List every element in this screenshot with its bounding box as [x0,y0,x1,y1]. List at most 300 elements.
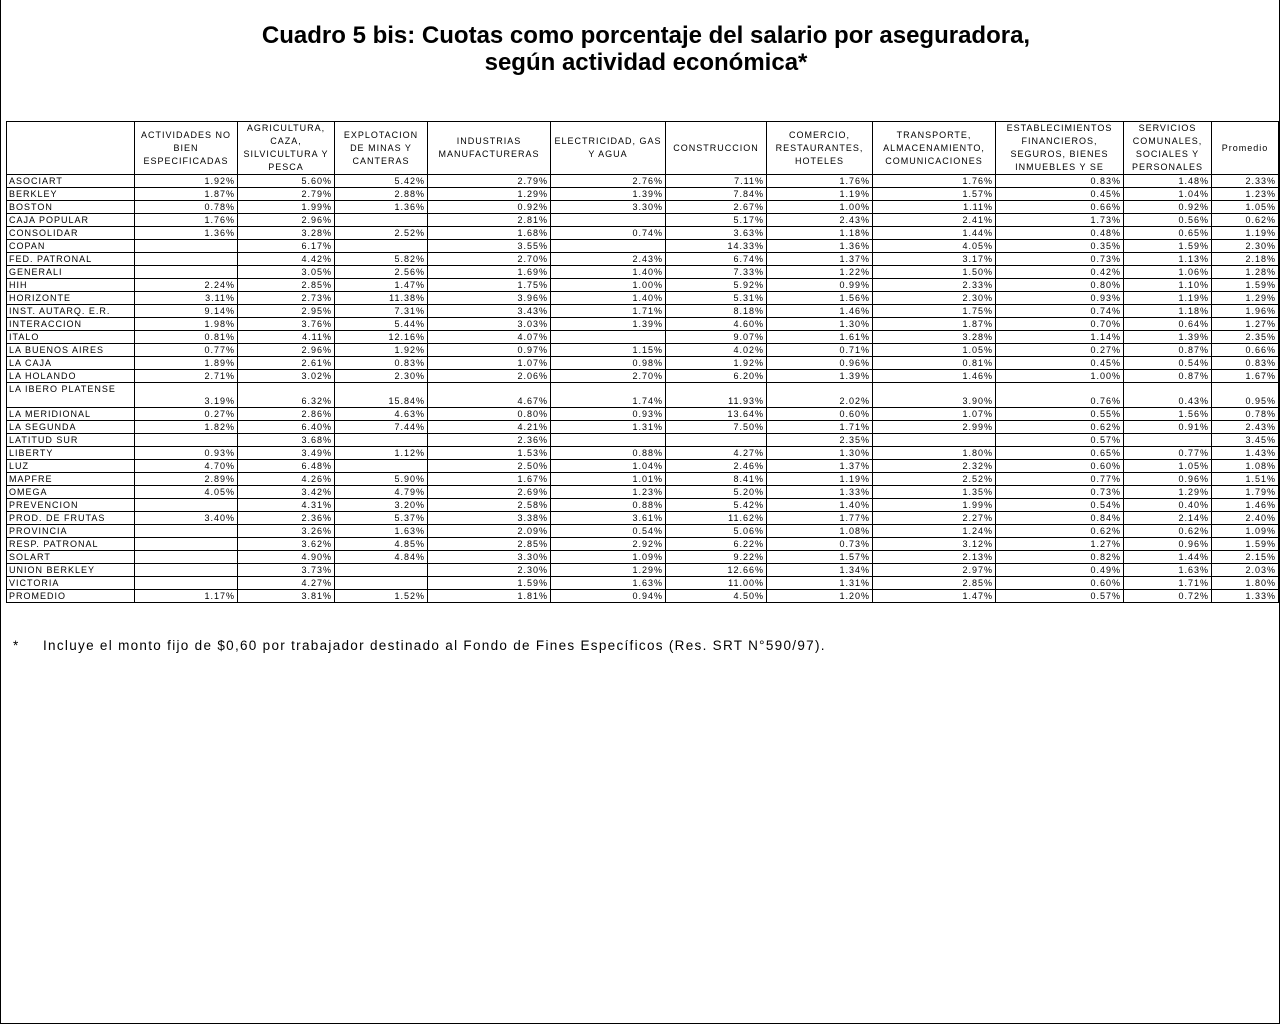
column-header: Promedio [1212,122,1279,175]
insurer-name-cell: LUZ [7,460,135,473]
value-cell: 6.20% [666,370,767,383]
value-cell [335,564,428,577]
value-cell: 1.99% [238,201,335,214]
value-cell: 2.30% [873,292,996,305]
value-cell: 0.62% [1124,525,1212,538]
table-row [7,473,1279,486]
value-cell: 1.57% [767,551,873,564]
value-cell: 0.60% [996,460,1124,473]
column-header: CONSTRUCCION [666,122,767,175]
value-cell: 1.46% [767,305,873,318]
value-cell: 0.87% [1124,370,1212,383]
insurer-name-cell: HORIZONTE [7,292,135,305]
value-cell: 1.87% [135,188,238,201]
value-cell: 1.29% [551,564,666,577]
value-cell: 0.80% [428,408,551,421]
value-cell: 0.81% [873,357,996,370]
value-cell: 1.76% [767,175,873,188]
value-cell: 0.91% [1124,421,1212,434]
value-cell: 0.81% [135,331,238,344]
value-cell: 0.77% [1124,447,1212,460]
table-row [7,344,1279,357]
value-cell: 0.35% [996,240,1124,253]
value-cell: 3.43% [428,305,551,318]
value-cell: 1.36% [135,227,238,240]
value-cell [335,460,428,473]
value-cell: 1.75% [428,279,551,292]
table-row [7,227,1279,240]
value-cell: 1.10% [1124,279,1212,292]
value-cell: 0.54% [996,499,1124,512]
column-header: ESTABLECIMIENTOS FINANCIEROS, SEGUROS, BIENES INMUEBLES Y SE [996,122,1124,175]
value-cell: 1.05% [1212,201,1279,214]
value-cell: 5.60% [238,175,335,188]
insurer-name-cell: LATITUD SUR [7,434,135,447]
table-row [7,538,1279,551]
value-cell [335,214,428,227]
value-cell: 8.41% [666,473,767,486]
value-cell [135,525,238,538]
value-cell: 1.47% [873,590,996,603]
value-cell [551,434,666,447]
table-row [7,486,1279,499]
value-cell: 1.98% [135,318,238,331]
column-header: SERVICIOS COMUNALES, SOCIALES Y PERSONALES [1124,122,1212,175]
value-cell: 5.42% [335,175,428,188]
value-cell: 1.13% [1124,253,1212,266]
value-cell: 2.85% [873,577,996,590]
value-cell: 2.52% [335,227,428,240]
value-cell: 0.62% [996,525,1124,538]
value-cell: 1.51% [1212,473,1279,486]
insurer-name-cell: PROVINCIA [7,525,135,538]
value-cell: 2.30% [1212,240,1279,253]
value-cell: 4.50% [666,590,767,603]
value-cell: 1.44% [873,227,996,240]
value-cell: 0.88% [551,499,666,512]
insurer-name-cell: INST. AUTARQ. E.R. [7,305,135,318]
value-cell: 2.40% [1212,512,1279,525]
value-cell: 1.59% [1124,240,1212,253]
value-cell [666,434,767,447]
value-cell: 15.84% [335,383,428,408]
value-cell: 0.60% [996,577,1124,590]
value-cell: 1.04% [551,460,666,473]
value-cell: 5.44% [335,318,428,331]
value-cell: 1.40% [551,292,666,305]
value-cell: 0.97% [428,344,551,357]
value-cell: 2.70% [428,253,551,266]
value-cell: 9.22% [666,551,767,564]
value-cell: 4.31% [238,499,335,512]
value-cell: 2.18% [1212,253,1279,266]
value-cell: 1.33% [767,486,873,499]
value-cell: 1.92% [135,175,238,188]
value-cell: 3.17% [873,253,996,266]
value-cell: 0.93% [551,408,666,421]
value-cell: 5.06% [666,525,767,538]
value-cell: 2.79% [428,175,551,188]
value-cell [135,577,238,590]
value-cell: 1.77% [767,512,873,525]
value-cell: 11.00% [666,577,767,590]
table-row [7,590,1279,603]
table-row [7,214,1279,227]
value-cell: 1.74% [551,383,666,408]
value-cell: 4.42% [238,253,335,266]
value-cell: 6.48% [238,460,335,473]
value-cell: 1.67% [1212,370,1279,383]
value-cell: 1.29% [428,188,551,201]
table-row [7,460,1279,473]
value-cell: 1.19% [1212,227,1279,240]
value-cell: 2.43% [551,253,666,266]
value-cell: 0.70% [996,318,1124,331]
table-row [7,331,1279,344]
value-cell: 0.71% [767,344,873,357]
value-cell: 1.96% [1212,305,1279,318]
value-cell: 1.07% [873,408,996,421]
value-cell: 8.18% [666,305,767,318]
insurer-name-cell: LA HOLANDO [7,370,135,383]
value-cell: 9.14% [135,305,238,318]
value-cell: 0.60% [767,408,873,421]
value-cell: 0.96% [767,357,873,370]
value-cell: 1.82% [135,421,238,434]
insurer-name-cell: ASOCIART [7,175,135,188]
value-cell: 1.59% [1212,538,1279,551]
insurer-name-cell: LA CAJA [7,357,135,370]
value-cell: 1.24% [873,525,996,538]
value-cell: 1.19% [767,473,873,486]
value-cell: 5.90% [335,473,428,486]
value-cell: 1.71% [551,305,666,318]
value-cell: 1.31% [767,577,873,590]
value-cell: 0.99% [767,279,873,292]
value-cell: 2.27% [873,512,996,525]
value-cell: 2.88% [335,188,428,201]
insurer-name-cell: CAJA POPULAR [7,214,135,227]
table-row [7,447,1279,460]
value-cell: 2.99% [873,421,996,434]
value-cell: 3.49% [238,447,335,460]
insurer-name-cell: PREVENCION [7,499,135,512]
value-cell: 0.72% [1124,590,1212,603]
value-cell: 0.40% [1124,499,1212,512]
value-cell: 2.58% [428,499,551,512]
value-cell: 1.48% [1124,175,1212,188]
value-cell: 1.59% [428,577,551,590]
value-cell: 2.81% [428,214,551,227]
value-cell: 3.68% [238,434,335,447]
table-row [7,525,1279,538]
value-cell: 2.09% [428,525,551,538]
insurer-name-cell: LA MERIDIONAL [7,408,135,421]
value-cell: 1.28% [1212,266,1279,279]
insurer-name-cell: BOSTON [7,201,135,214]
value-cell: 1.40% [767,499,873,512]
value-cell: 0.98% [551,357,666,370]
value-cell: 1.35% [873,486,996,499]
value-cell: 1.08% [1212,460,1279,473]
value-cell: 1.99% [873,499,996,512]
value-cell [135,266,238,279]
value-cell: 3.38% [428,512,551,525]
value-cell: 2.76% [551,175,666,188]
value-cell: 0.94% [551,590,666,603]
value-cell [551,331,666,344]
value-cell [135,434,238,447]
value-cell: 13.64% [666,408,767,421]
column-header: TRANSPORTE, ALMACENAMIENTO, COMUNICACIONES [873,122,996,175]
column-header: AGRICULTURA, CAZA, SILVICULTURA Y PESCA [238,122,335,175]
title-line-2: según actividad económica* [484,49,808,76]
value-cell [135,564,238,577]
value-cell: 2.50% [428,460,551,473]
table-row [7,201,1279,214]
value-cell: 4.67% [428,383,551,408]
table-header-row [7,122,1279,175]
value-cell: 0.64% [1124,318,1212,331]
value-cell: 1.12% [335,447,428,460]
table-row [7,434,1279,447]
value-cell: 2.92% [551,538,666,551]
value-cell: 1.07% [428,357,551,370]
value-cell: 5.17% [666,214,767,227]
value-cell: 3.28% [873,331,996,344]
value-cell: 4.02% [666,344,767,357]
value-cell: 2.02% [767,383,873,408]
value-cell: 0.27% [996,344,1124,357]
column-header: ACTIVIDADES NO BIEN ESPECIFICADAS [135,122,238,175]
value-cell: 2.85% [238,279,335,292]
value-cell: 5.92% [666,279,767,292]
value-cell: 2.06% [428,370,551,383]
value-cell: 2.41% [873,214,996,227]
value-cell: 1.27% [1212,318,1279,331]
value-cell: 3.76% [238,318,335,331]
value-cell: 3.73% [238,564,335,577]
value-cell: 7.31% [335,305,428,318]
insurer-name-cell: MAPFRE [7,473,135,486]
value-cell: 11.38% [335,292,428,305]
value-cell: 2.43% [1212,421,1279,434]
table-row [7,551,1279,564]
value-cell: 0.78% [135,201,238,214]
value-cell: 1.05% [873,344,996,357]
table-row [7,383,1279,408]
value-cell: 4.27% [666,447,767,460]
value-cell: 1.52% [335,590,428,603]
value-cell: 3.05% [238,266,335,279]
value-cell: 1.79% [1212,486,1279,499]
value-cell: 0.49% [996,564,1124,577]
value-cell: 0.87% [1124,344,1212,357]
value-cell: 4.63% [335,408,428,421]
footnote [13,638,826,653]
value-cell: 1.63% [335,525,428,538]
insurer-name-cell: LIBERTY [7,447,135,460]
value-cell [135,253,238,266]
value-cell: 1.29% [1124,486,1212,499]
value-cell: 1.08% [767,525,873,538]
value-cell: 3.03% [428,318,551,331]
value-cell: 2.43% [767,214,873,227]
value-cell: 6.40% [238,421,335,434]
value-cell: 2.15% [1212,551,1279,564]
value-cell: 3.30% [551,201,666,214]
value-cell: 1.87% [873,318,996,331]
value-cell: 1.11% [873,201,996,214]
value-cell: 1.68% [428,227,551,240]
value-cell: 2.36% [428,434,551,447]
value-cell: 4.21% [428,421,551,434]
value-cell: 4.26% [238,473,335,486]
table-row [7,253,1279,266]
value-cell: 1.57% [873,188,996,201]
value-cell: 1.80% [873,447,996,460]
value-cell: 1.00% [767,201,873,214]
value-cell: 4.84% [335,551,428,564]
value-cell: 0.84% [996,512,1124,525]
table-row [7,175,1279,188]
value-cell [873,434,996,447]
value-cell: 3.63% [666,227,767,240]
value-cell: 0.43% [1124,383,1212,408]
value-cell: 2.32% [873,460,996,473]
value-cell: 2.13% [873,551,996,564]
insurer-name-cell: SOLART [7,551,135,564]
value-cell: 1.61% [767,331,873,344]
column-header: INDUSTRIAS MANUFACTURERAS [428,122,551,175]
value-cell: 0.92% [428,201,551,214]
value-cell: 1.19% [767,188,873,201]
value-cell: 3.61% [551,512,666,525]
value-cell: 0.48% [996,227,1124,240]
value-cell: 5.82% [335,253,428,266]
insurer-name-cell: COPAN [7,240,135,253]
value-cell: 4.27% [238,577,335,590]
table-row [7,292,1279,305]
value-cell: 0.96% [1124,538,1212,551]
insurer-name-cell: LA SEGUNDA [7,421,135,434]
value-cell: 2.33% [873,279,996,292]
value-cell [551,214,666,227]
value-cell: 5.37% [335,512,428,525]
value-cell: 1.76% [135,214,238,227]
insurer-name-cell: GENERALI [7,266,135,279]
value-cell [135,538,238,551]
value-cell: 2.96% [238,214,335,227]
value-cell: 1.34% [767,564,873,577]
value-cell: 0.66% [1212,344,1279,357]
table-row [7,499,1279,512]
value-cell: 14.33% [666,240,767,253]
value-cell: 3.90% [873,383,996,408]
value-cell: 7.84% [666,188,767,201]
value-cell: 11.62% [666,512,767,525]
value-cell: 1.18% [767,227,873,240]
value-cell: 1.01% [551,473,666,486]
value-cell: 2.95% [238,305,335,318]
value-cell: 2.56% [335,266,428,279]
value-cell: 2.35% [767,434,873,447]
value-cell: 1.39% [767,370,873,383]
value-cell: 7.50% [666,421,767,434]
footnote-text: Incluye el monto fijo de $0,60 por trabajador destinado al Fondo de Fines Específicos (Res. SRT N°590/97). [43,638,826,653]
value-cell: 1.59% [1212,279,1279,292]
value-cell: 7.44% [335,421,428,434]
value-cell [135,240,238,253]
value-cell: 1.56% [767,292,873,305]
value-cell: 1.06% [1124,266,1212,279]
value-cell: 2.89% [135,473,238,486]
value-cell: 4.07% [428,331,551,344]
value-cell: 3.28% [238,227,335,240]
table-row [7,305,1279,318]
value-cell: 2.46% [666,460,767,473]
value-cell: 1.40% [551,266,666,279]
column-header-insurer [7,122,135,175]
value-cell: 4.79% [335,486,428,499]
value-cell: 0.54% [551,525,666,538]
insurer-name-cell: PROMEDIO [7,590,135,603]
value-cell: 1.81% [428,590,551,603]
value-cell: 1.69% [428,266,551,279]
value-cell: 2.85% [428,538,551,551]
value-cell: 0.65% [1124,227,1212,240]
value-cell: 1.23% [551,486,666,499]
value-cell: 12.66% [666,564,767,577]
value-cell: 2.70% [551,370,666,383]
value-cell: 0.73% [767,538,873,551]
value-cell: 3.40% [135,512,238,525]
value-cell: 0.62% [996,421,1124,434]
value-cell: 2.14% [1124,512,1212,525]
value-cell: 0.83% [335,357,428,370]
value-cell: 0.73% [996,253,1124,266]
value-cell: 0.57% [996,434,1124,447]
value-cell: 0.65% [996,447,1124,460]
value-cell: 2.03% [1212,564,1279,577]
value-cell: 1.22% [767,266,873,279]
value-cell: 1.73% [996,214,1124,227]
table-row [7,318,1279,331]
column-header: COMERCIO, RESTAURANTES, HOTELES [767,122,873,175]
table-body [7,175,1279,603]
value-cell: 1.89% [135,357,238,370]
value-cell [551,240,666,253]
value-cell: 0.77% [996,473,1124,486]
value-cell: 2.96% [238,344,335,357]
value-cell: 1.09% [1212,525,1279,538]
value-cell: 3.96% [428,292,551,305]
value-cell [135,551,238,564]
table-row [7,564,1279,577]
value-cell: 2.67% [666,201,767,214]
value-cell: 0.78% [1212,408,1279,421]
value-cell: 1.23% [1212,188,1279,201]
value-cell: 1.39% [551,188,666,201]
value-cell: 1.27% [996,538,1124,551]
value-cell: 3.20% [335,499,428,512]
footnote-marker: * [13,638,20,653]
value-cell: 1.92% [335,344,428,357]
value-cell: 4.11% [238,331,335,344]
value-cell: 1.37% [767,253,873,266]
value-cell: 1.00% [996,370,1124,383]
value-cell: 1.46% [873,370,996,383]
